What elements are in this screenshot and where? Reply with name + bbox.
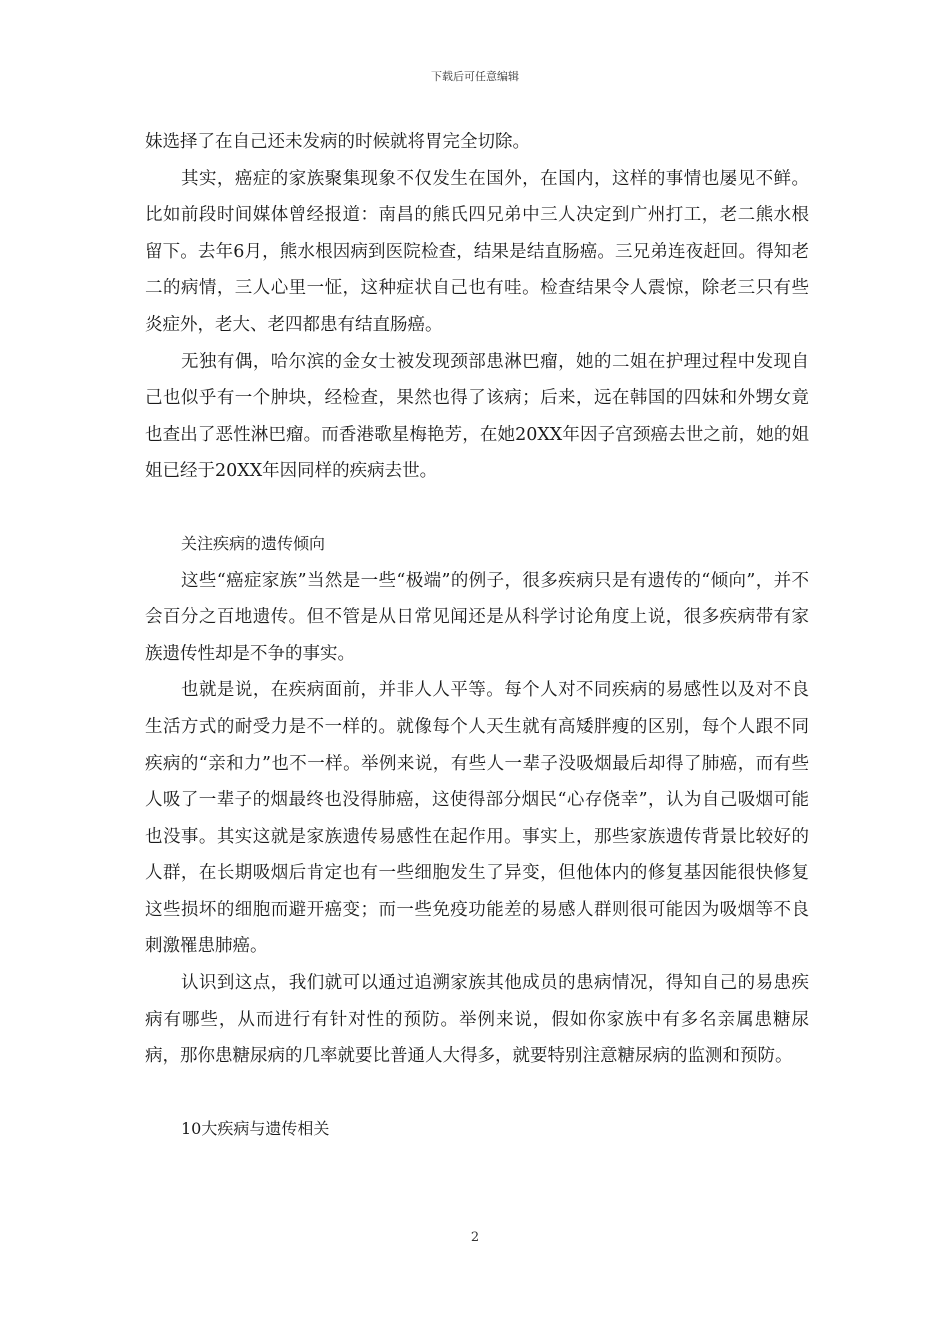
paragraph: 这些“癌症家族”当然是一些“极端”的例子，很多疾病只是有遗传的“倾向”，并不会百分之百地遗传。但不管是从日常见闻还是从科学讨论角度上说，很多疾病带有家族遗传性却是不争的事实。 (145, 570, 809, 664)
paragraph: 妹选择了在自己还未发病的时候就将胃完全切除。 (145, 132, 530, 152)
paragraph: 认识到这点，我们就可以通过追溯家族其他成员的患病情况，得知自己的易患疾病有哪些，从而进行有针对性的预防。举例来说，假如你家族中有多名亲属患糖尿病，那你患糖尿病的几率就要比普通人大得多，就要特别注意糖尿病的监测和预防。 (145, 973, 809, 1067)
spacer (145, 1075, 809, 1111)
section-heading: 10大疾病与遗传相关 (181, 1118, 330, 1138)
spacer (145, 490, 809, 526)
page-number: 2 (470, 1230, 480, 1245)
paragraph: 也就是说，在疾病面前，并非人人平等。每个人对不同疾病的易感性以及对不良生活方式的耐受力是不一样的。就像每个人天生就有高矮胖瘦的区别，每个人跟不同疾病的“亲和力”也不一样。举例来说，有些人一辈子没吸烟最后却得了肺癌，而有些人吸了一辈子的烟最终也没得肺癌，这使得部分烟民“心存侥幸”，认为自己吸烟可能也没事。其实这就是家族遗传易感性在起作用。事实上，那些家族遗传背景比较好的人群，在长期吸烟后肯定也有一些细胞发生了异变，但他体内的修复基因能很快修复这些损坏的细胞而避开癌变；而一些免疫功能差的易感人群则很可能因为吸烟等不良刺激罹患肺癌。 (145, 680, 809, 957)
paragraph: 无独有偶，哈尔滨的金女士被发现颈部患淋巴瘤，她的二姐在护理过程中发现自己也似乎有一个肿块，经检查，果然也得了该病；后来，远在韩国的四妹和外甥女竟也查出了恶性淋巴瘤。而香港歌星梅艳芳，在她20XX年因子宫颈癌去世之前，她的姐姐已经于20XX年因同样的疾病去世。 (145, 351, 809, 482)
paragraph: 其实，癌症的家族聚集现象不仅发生在国外，在国内，这样的事情也屡见不鲜。比如前段时间媒体曾经报道：南昌的熊氏四兄弟中三人决定到广州打工，老二熊水根留下。去年6月，熊水根因病到医院检查，结果是结直肠癌。三兄弟连夜赶回。得知老二的病情，三人心里一怔，这种症状自己也有哇。检查结果令人震惊，除老三只有些炎症外，老大、老四都患有结直肠癌。 (145, 168, 809, 335)
section-heading: 关注疾病的遗传倾向 (181, 533, 326, 553)
document-body (145, 124, 809, 1147)
page-header: 下载后可任意编辑 (431, 70, 519, 83)
